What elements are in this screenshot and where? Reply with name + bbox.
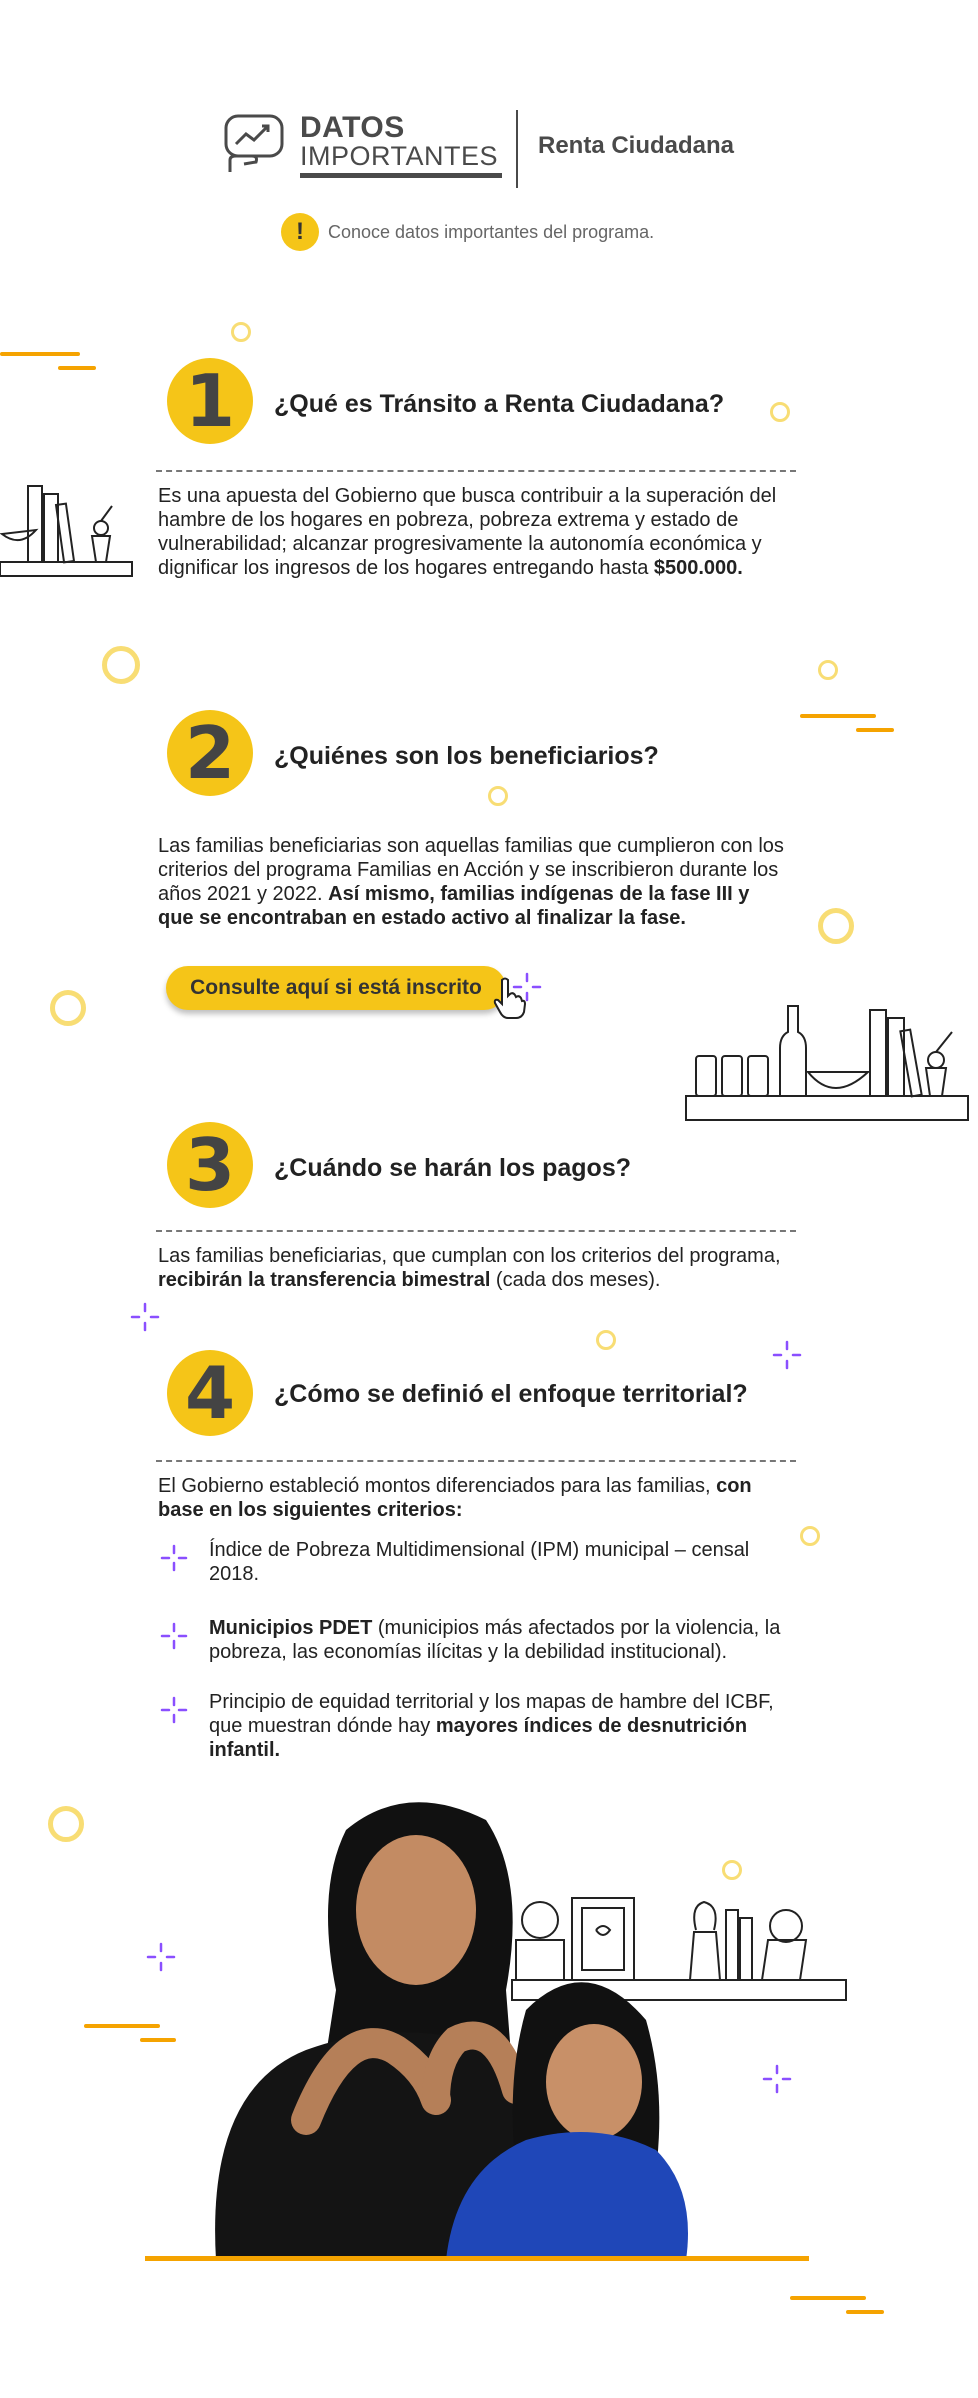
bookshelf-illustration — [0, 476, 136, 596]
criteria-item: Principio de equidad territorial y los mapas de hambre del ICBF, que muestran dónde hay mayores índices de desnutrición infantil. — [209, 1691, 774, 1761]
section-3-number: 3 — [167, 1122, 253, 1208]
decor-ring — [800, 1526, 820, 1546]
section-1-divider — [156, 470, 796, 472]
decor-ring — [488, 786, 508, 806]
decor-line — [58, 366, 96, 370]
sparkle-icon — [512, 972, 542, 1002]
decor-ring — [818, 660, 838, 680]
header-divider — [516, 110, 518, 188]
section-3-body: Las familias beneficiarias, que cumplan con los criterios del programa, recibirán la transferencia bimestral (cada dos meses). — [158, 1245, 781, 1291]
decor-ring — [231, 322, 251, 342]
decor-ring — [818, 908, 854, 944]
check-enrollment-button[interactable]: Consulte aquí si está inscrito — [166, 966, 506, 1010]
decor-ring — [770, 402, 790, 422]
section-1-title: ¿Qué es Tránsito a Renta Ciudadana? — [274, 390, 725, 418]
brand-subtitle: IMPORTANTES — [300, 141, 499, 171]
section-4-divider — [156, 1460, 796, 1462]
hand-chart-icon — [222, 112, 288, 178]
decor-ring — [596, 1330, 616, 1350]
decor-line — [800, 714, 876, 718]
criteria-item: Índice de Pobreza Multidimensional (IPM) municipal – censal 2018. — [209, 1539, 750, 1585]
section-3-divider — [156, 1230, 796, 1232]
brand-underline — [300, 173, 502, 178]
section-4-title: ¿Cómo se definió el enfoque territorial? — [274, 1380, 748, 1408]
bottom-rule — [145, 2256, 809, 2261]
section-4-body: El Gobierno estableció montos diferenciados para las familias, con base en los siguientes criterios: — [158, 1475, 752, 1521]
criteria-item: Municipios PDET (municipios más afectados por la violencia, la pobreza, las economías ilícitas y la debilidad institucional). — [209, 1617, 781, 1663]
brand-title: DATOS — [300, 111, 405, 144]
sparkle-icon — [146, 1942, 176, 1972]
sparkle-icon — [130, 1302, 160, 1332]
sparkle-icon — [160, 1544, 188, 1572]
sparkle-icon — [160, 1696, 188, 1724]
section-4-number: 4 — [167, 1350, 253, 1436]
bookshelf-illustration — [684, 996, 970, 1124]
decor-line — [846, 2310, 884, 2314]
section-1-body: Es una apuesta del Gobierno que busca contribuir a la superación del hambre de los hogares en pobreza, pobreza extrema y estado de vulnerabilidad; alcanzar progresivamente la autonomía económica y dignificar los ingresos de los hogares entregando hasta $500.000. — [158, 485, 777, 579]
section-3-title: ¿Cuándo se harán los pagos? — [274, 1154, 631, 1182]
decor-line — [140, 2038, 176, 2042]
section-2-number: 2 — [167, 710, 253, 796]
section-2-body: Las familias beneficiarias son aquellas familias que cumplieron con los criterios del programa Familias en Acción y se inscribieron durante los años 2021 y 2022. Así mismo, familias indígenas de la fase III y que se encontraban en estado activo al finalizar la fase. — [158, 835, 784, 929]
program-name: Renta Ciudadana — [538, 132, 735, 159]
section-2-title: ¿Quiénes son los beneficiarios? — [274, 742, 659, 770]
decor-line — [0, 352, 80, 356]
sparkle-icon — [772, 1340, 802, 1370]
section-1-number: 1 — [167, 358, 253, 444]
decor-line — [856, 728, 894, 732]
decor-ring — [48, 1806, 84, 1842]
decor-ring — [102, 646, 140, 684]
sparkle-icon — [762, 2064, 792, 2094]
decor-line — [790, 2296, 866, 2300]
decor-line — [84, 2024, 160, 2028]
decor-ring — [50, 990, 86, 1026]
notice-text: Conoce datos importantes del programa. — [328, 222, 655, 242]
mother-daughter-photo — [196, 1790, 736, 2260]
sparkle-icon — [160, 1622, 188, 1650]
exclamation-icon: ! — [281, 213, 319, 251]
